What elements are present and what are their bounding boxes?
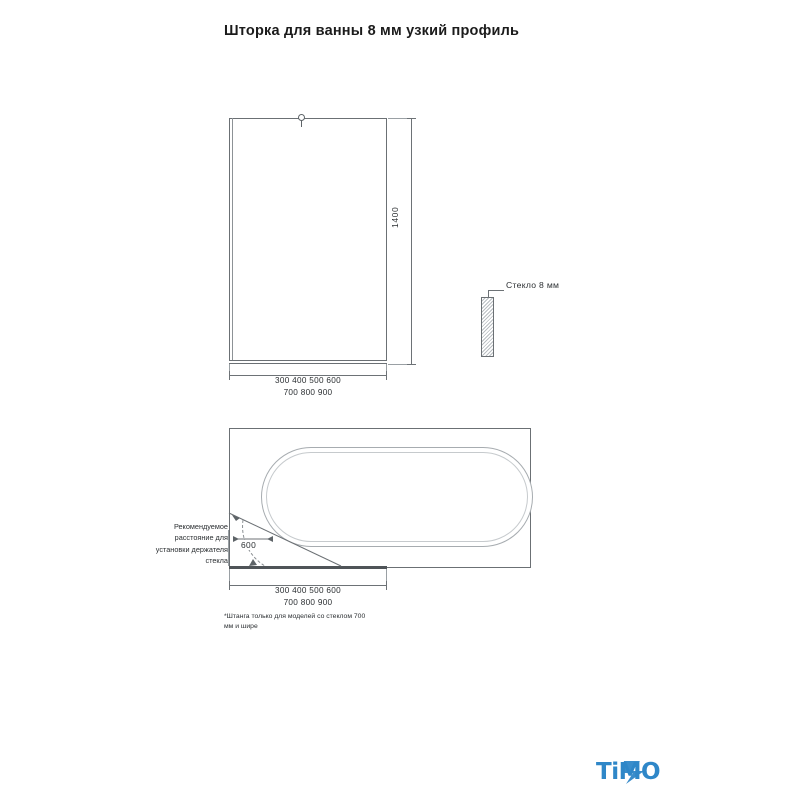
page-title: Шторка для ванны 8 мм узкий профиль	[224, 23, 520, 39]
front-width-line-2: 700 800 900	[283, 387, 333, 397]
plan-width-line-1: 300 400 500 600	[275, 586, 341, 595]
glass-thickness-label: Стекло 8 мм	[506, 280, 560, 290]
front-view-profile-line	[232, 118, 233, 364]
recommendation-leader-line	[228, 530, 229, 566]
plan-width-line-2: 700 800 900	[283, 597, 333, 607]
footnote-text: *Штанга только для моделей со стеклом 700 мм и шире	[224, 613, 366, 631]
glass-holder-stem-icon	[301, 120, 302, 127]
glass-holder-icon	[298, 114, 305, 121]
install-distance-label: 600	[241, 540, 257, 550]
plan-width-dimension-label	[229, 585, 387, 609]
glass-detail-leader-vertical	[488, 290, 489, 298]
vertical-dim-tick-top	[407, 118, 416, 119]
arc-arrow-head	[249, 559, 257, 566]
brand-logo	[596, 757, 676, 787]
front-width-line-1: 300 400 500 600	[275, 376, 341, 385]
glass-detail-leader-horizontal	[488, 290, 504, 291]
recommendation-note: Рекомендуемое расстояние для установки держателя стекла	[155, 522, 228, 565]
logo-text: TiMO	[596, 759, 661, 785]
front-view-glass-panel	[229, 118, 387, 364]
vertical-dim-line	[411, 118, 412, 364]
front-width-dimension-label	[229, 375, 387, 399]
arc-dim-arrow-right	[267, 536, 273, 542]
front-view-bottom-rail	[229, 360, 387, 364]
vertical-dim-tick-bottom	[407, 364, 416, 365]
glass-section-detail	[481, 297, 494, 357]
height-dimension-label: 1400	[390, 206, 400, 228]
